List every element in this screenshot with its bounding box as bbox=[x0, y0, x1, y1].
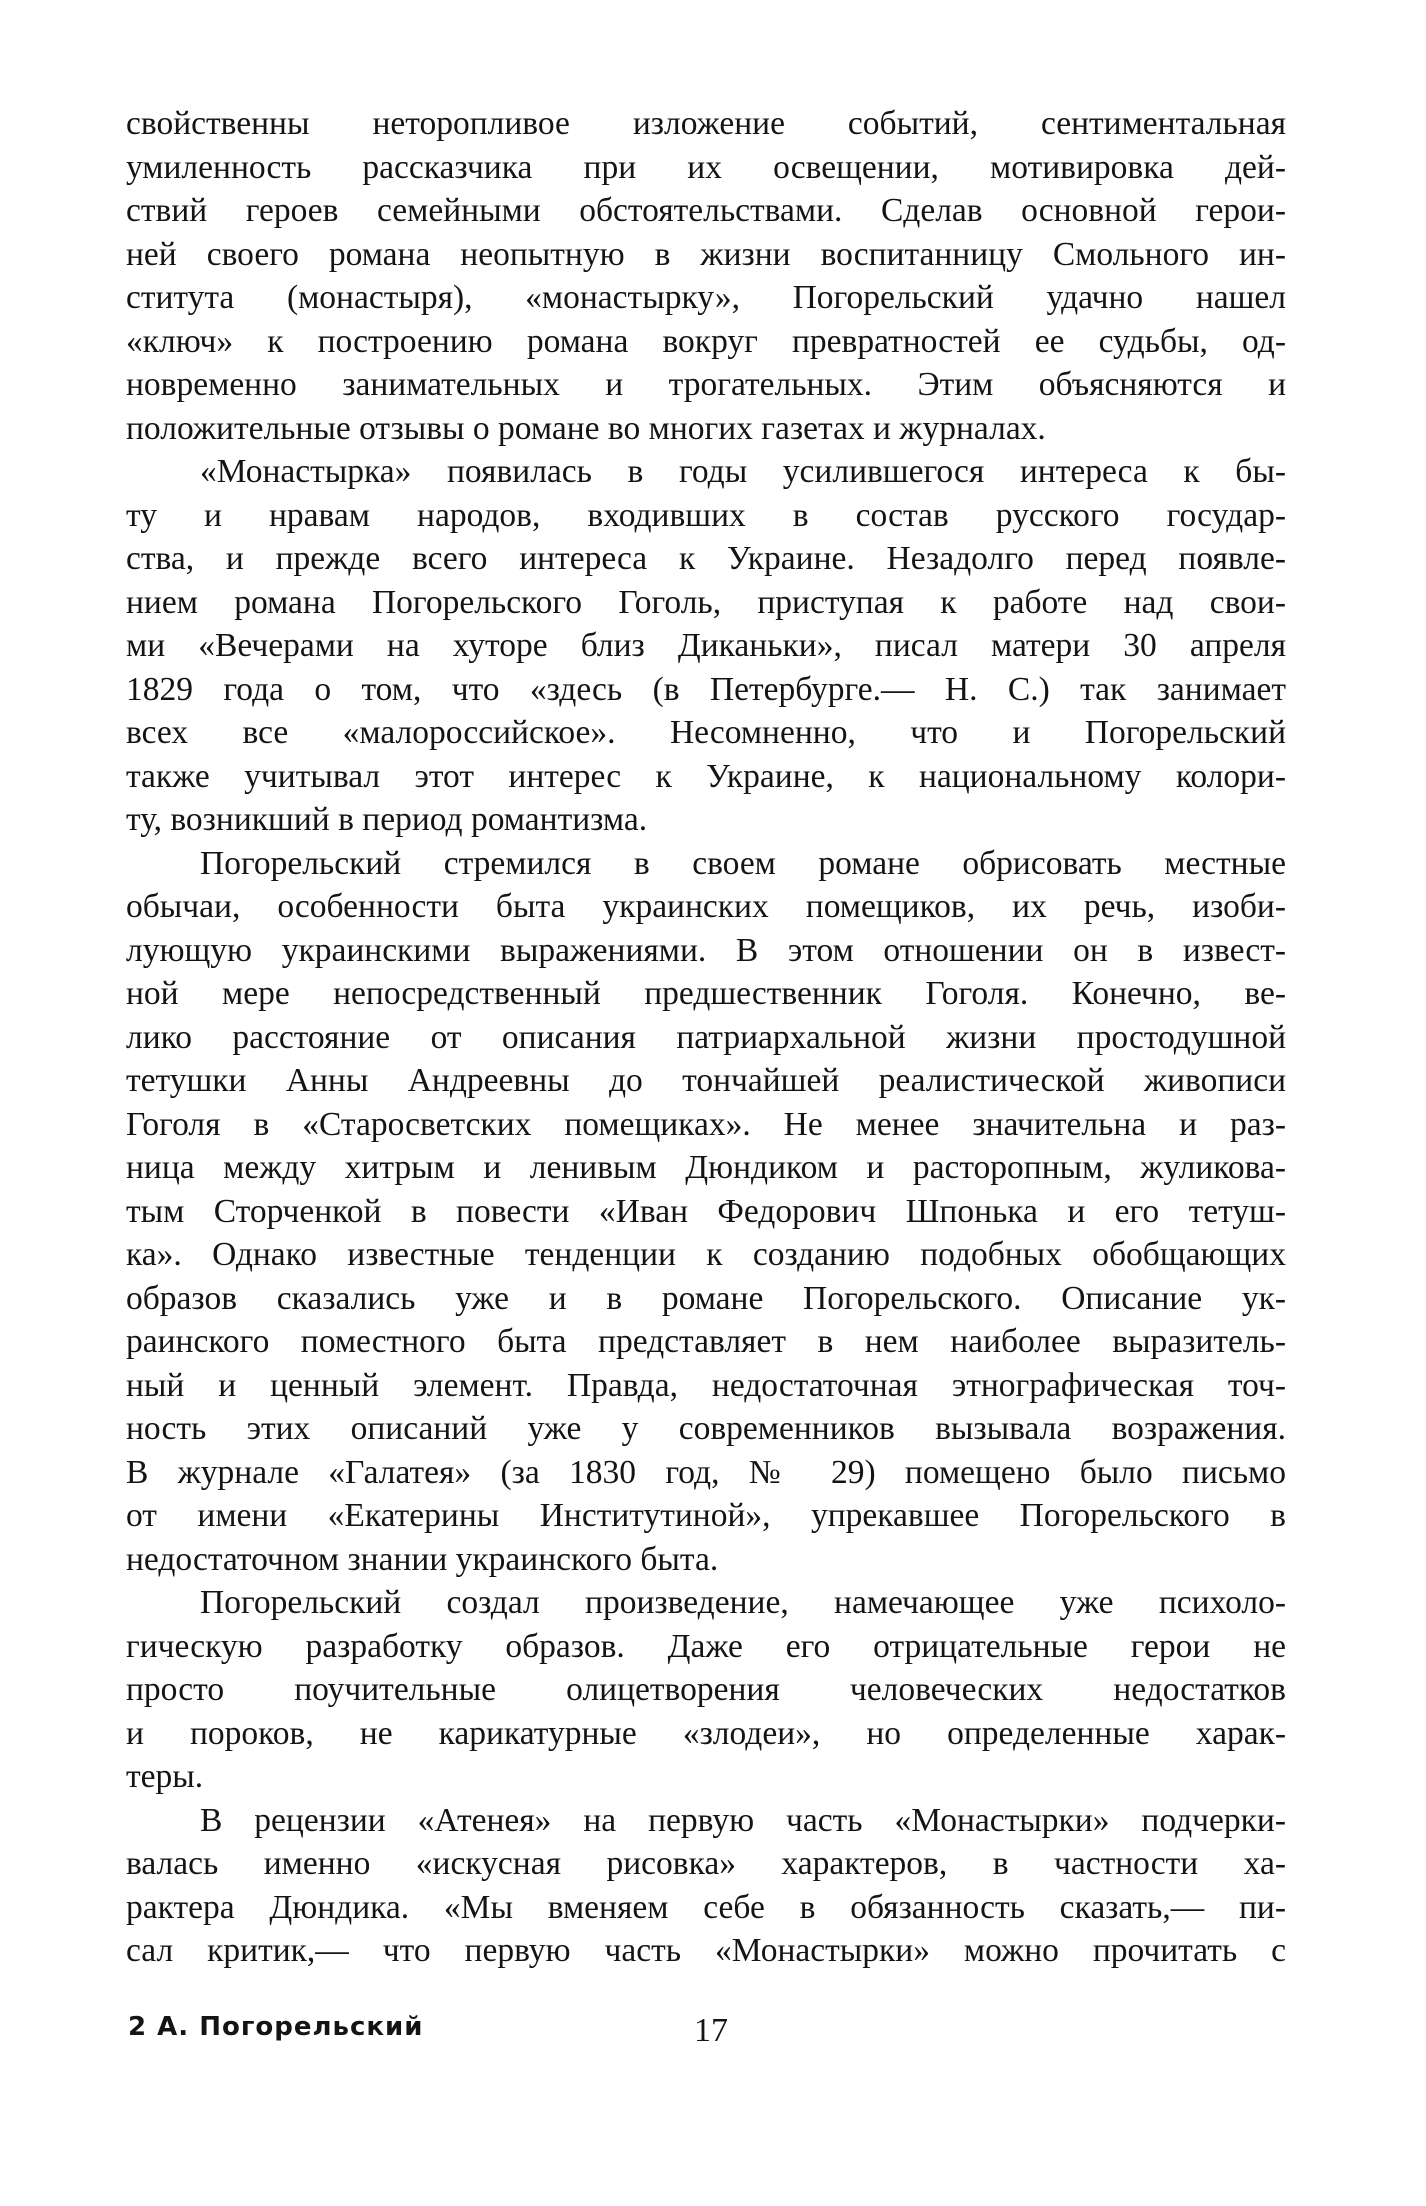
text-line: положительные отзывы о романе во многих газетах и журналах. bbox=[126, 409, 1046, 447]
paragraph-4 bbox=[126, 1581, 1286, 1799]
text-line: «Монастырка» появилась в годы усилившегося интереса к бы- bbox=[200, 453, 1286, 490]
text-line: ми «Вечерами на хуторе близ Диканьки», писал матери 30 апреля bbox=[126, 627, 1286, 664]
text-line: всех все «малороссийское». Несомненно, что и Погорельский bbox=[126, 714, 1286, 751]
text-line: ства, и прежде всего интереса к Украине. Незадолго перед появле- bbox=[126, 540, 1286, 577]
text-line: новременно занимательных и трогательных. Этим объясняются и bbox=[126, 366, 1286, 403]
text-line: нием романа Погорельского Гоголь, приступая к работе над свои- bbox=[126, 583, 1286, 621]
text-line: лико расстояние от описания патриархальной жизни простодушной bbox=[126, 1018, 1286, 1056]
text-line: ту и нравам народов, входивших в состав русского государ- bbox=[126, 496, 1286, 534]
text-line: недостаточном знании украинского быта. bbox=[126, 1540, 719, 1578]
text-line: также учитывал этот интерес к Украине, к национальному колори- bbox=[126, 757, 1286, 795]
printer-signature: 2 А. Погорельский bbox=[128, 2012, 424, 2042]
text-line: обычаи, особенности быта украинских помещиков, их речь, изоби- bbox=[126, 888, 1286, 925]
text-line: раинского поместного быта представляет в нем наиболее выразитель- bbox=[126, 1323, 1286, 1360]
text-line: Гоголя в «Старосветских помещиках». Не менее значительна и раз- bbox=[126, 1105, 1286, 1143]
text-line: В журнале «Галатея» (за 1830 год, № 29) помещено было письмо bbox=[126, 1453, 1286, 1491]
text-line: лующую украинскими выражениями. В этом отношении он в извест- bbox=[126, 931, 1286, 969]
text-line: Погорельский стремился в своем романе обрисовать местные bbox=[200, 844, 1286, 882]
text-line: ница между хитрым и ленивым Дюндиком и расторопным, жуликова- bbox=[126, 1149, 1286, 1186]
text-line: свойственны неторопливое изложение событий, сентиментальная bbox=[126, 105, 1286, 142]
text-line: ность этих описаний уже у современников вызывала возражения. bbox=[126, 1410, 1286, 1447]
text-line: валась именно «искусная рисовка» характеров, в частности ха- bbox=[126, 1845, 1286, 1882]
text-line: ной мере непосредственный предшественник Гоголя. Конечно, ве- bbox=[126, 975, 1286, 1012]
text-line: В рецензии «Атенея» на первую часть «Монастырки» подчерки- bbox=[200, 1801, 1286, 1839]
paragraph-2 bbox=[126, 450, 1286, 842]
text-line: просто поучительные олицетворения человеческих недостатков bbox=[126, 1671, 1286, 1708]
page-footer bbox=[128, 2012, 1288, 2056]
text-line: «ключ» к построению романа вокруг превратностей ее судьбы, од- bbox=[126, 322, 1286, 360]
text-line: ней своего романа неопытную в жизни воспитанницу Смольного ин- bbox=[126, 235, 1286, 273]
paragraph-5 bbox=[126, 1799, 1286, 1973]
text-line: от имени «Екатерины Институтиной», упрекавшее Погорельского в bbox=[126, 1497, 1286, 1534]
page-text bbox=[126, 102, 1286, 1973]
text-line: ствий героев семейными обстоятельствами. Сделав основной герои- bbox=[126, 192, 1286, 229]
text-line: 1829 года о том, что «здесь (в Петербурге.— Н. С.) так занимает bbox=[126, 670, 1286, 708]
text-line: и пороков, не карикатурные «злодеи», но определенные харак- bbox=[126, 1714, 1286, 1752]
text-line: Погорельский создал произведение, намечающее уже психоло- bbox=[200, 1584, 1286, 1621]
text-line: рактера Дюндика. «Мы вменяем себе в обязанность сказать,— пи- bbox=[126, 1888, 1286, 1926]
paragraph-1 bbox=[126, 102, 1286, 450]
text-line: ка». Однако известные тенденции к созданию подобных обобщающих bbox=[126, 1236, 1286, 1273]
page-number: 17 bbox=[694, 2012, 728, 2049]
text-line: ный и ценный элемент. Правда, недостаточная этнографическая точ- bbox=[126, 1366, 1286, 1404]
text-line: тым Сторченкой в повести «Иван Федорович Шпонька и его тетуш- bbox=[126, 1192, 1286, 1230]
text-line: ститута (монастыря), «монастырку», Погорельский удачно нашел bbox=[126, 279, 1286, 316]
text-line: образов сказались уже и в романе Погорельского. Описание ук- bbox=[126, 1279, 1286, 1317]
text-line: теры. bbox=[126, 1758, 204, 1795]
text-line: ту, возникший в период романтизма. bbox=[126, 801, 648, 838]
text-line: сал критик,— что первую часть «Монастырки» можно прочитать с bbox=[126, 1932, 1286, 1969]
text-line: гическую разработку образов. Даже его отрицательные герои не bbox=[126, 1627, 1286, 1665]
text-line: умиленность рассказчика при их освещении, мотивировка дей- bbox=[126, 148, 1286, 186]
paragraph-3 bbox=[126, 842, 1286, 1582]
text-line: тетушки Анны Андреевны до тончайшей реалистической живописи bbox=[126, 1062, 1286, 1099]
